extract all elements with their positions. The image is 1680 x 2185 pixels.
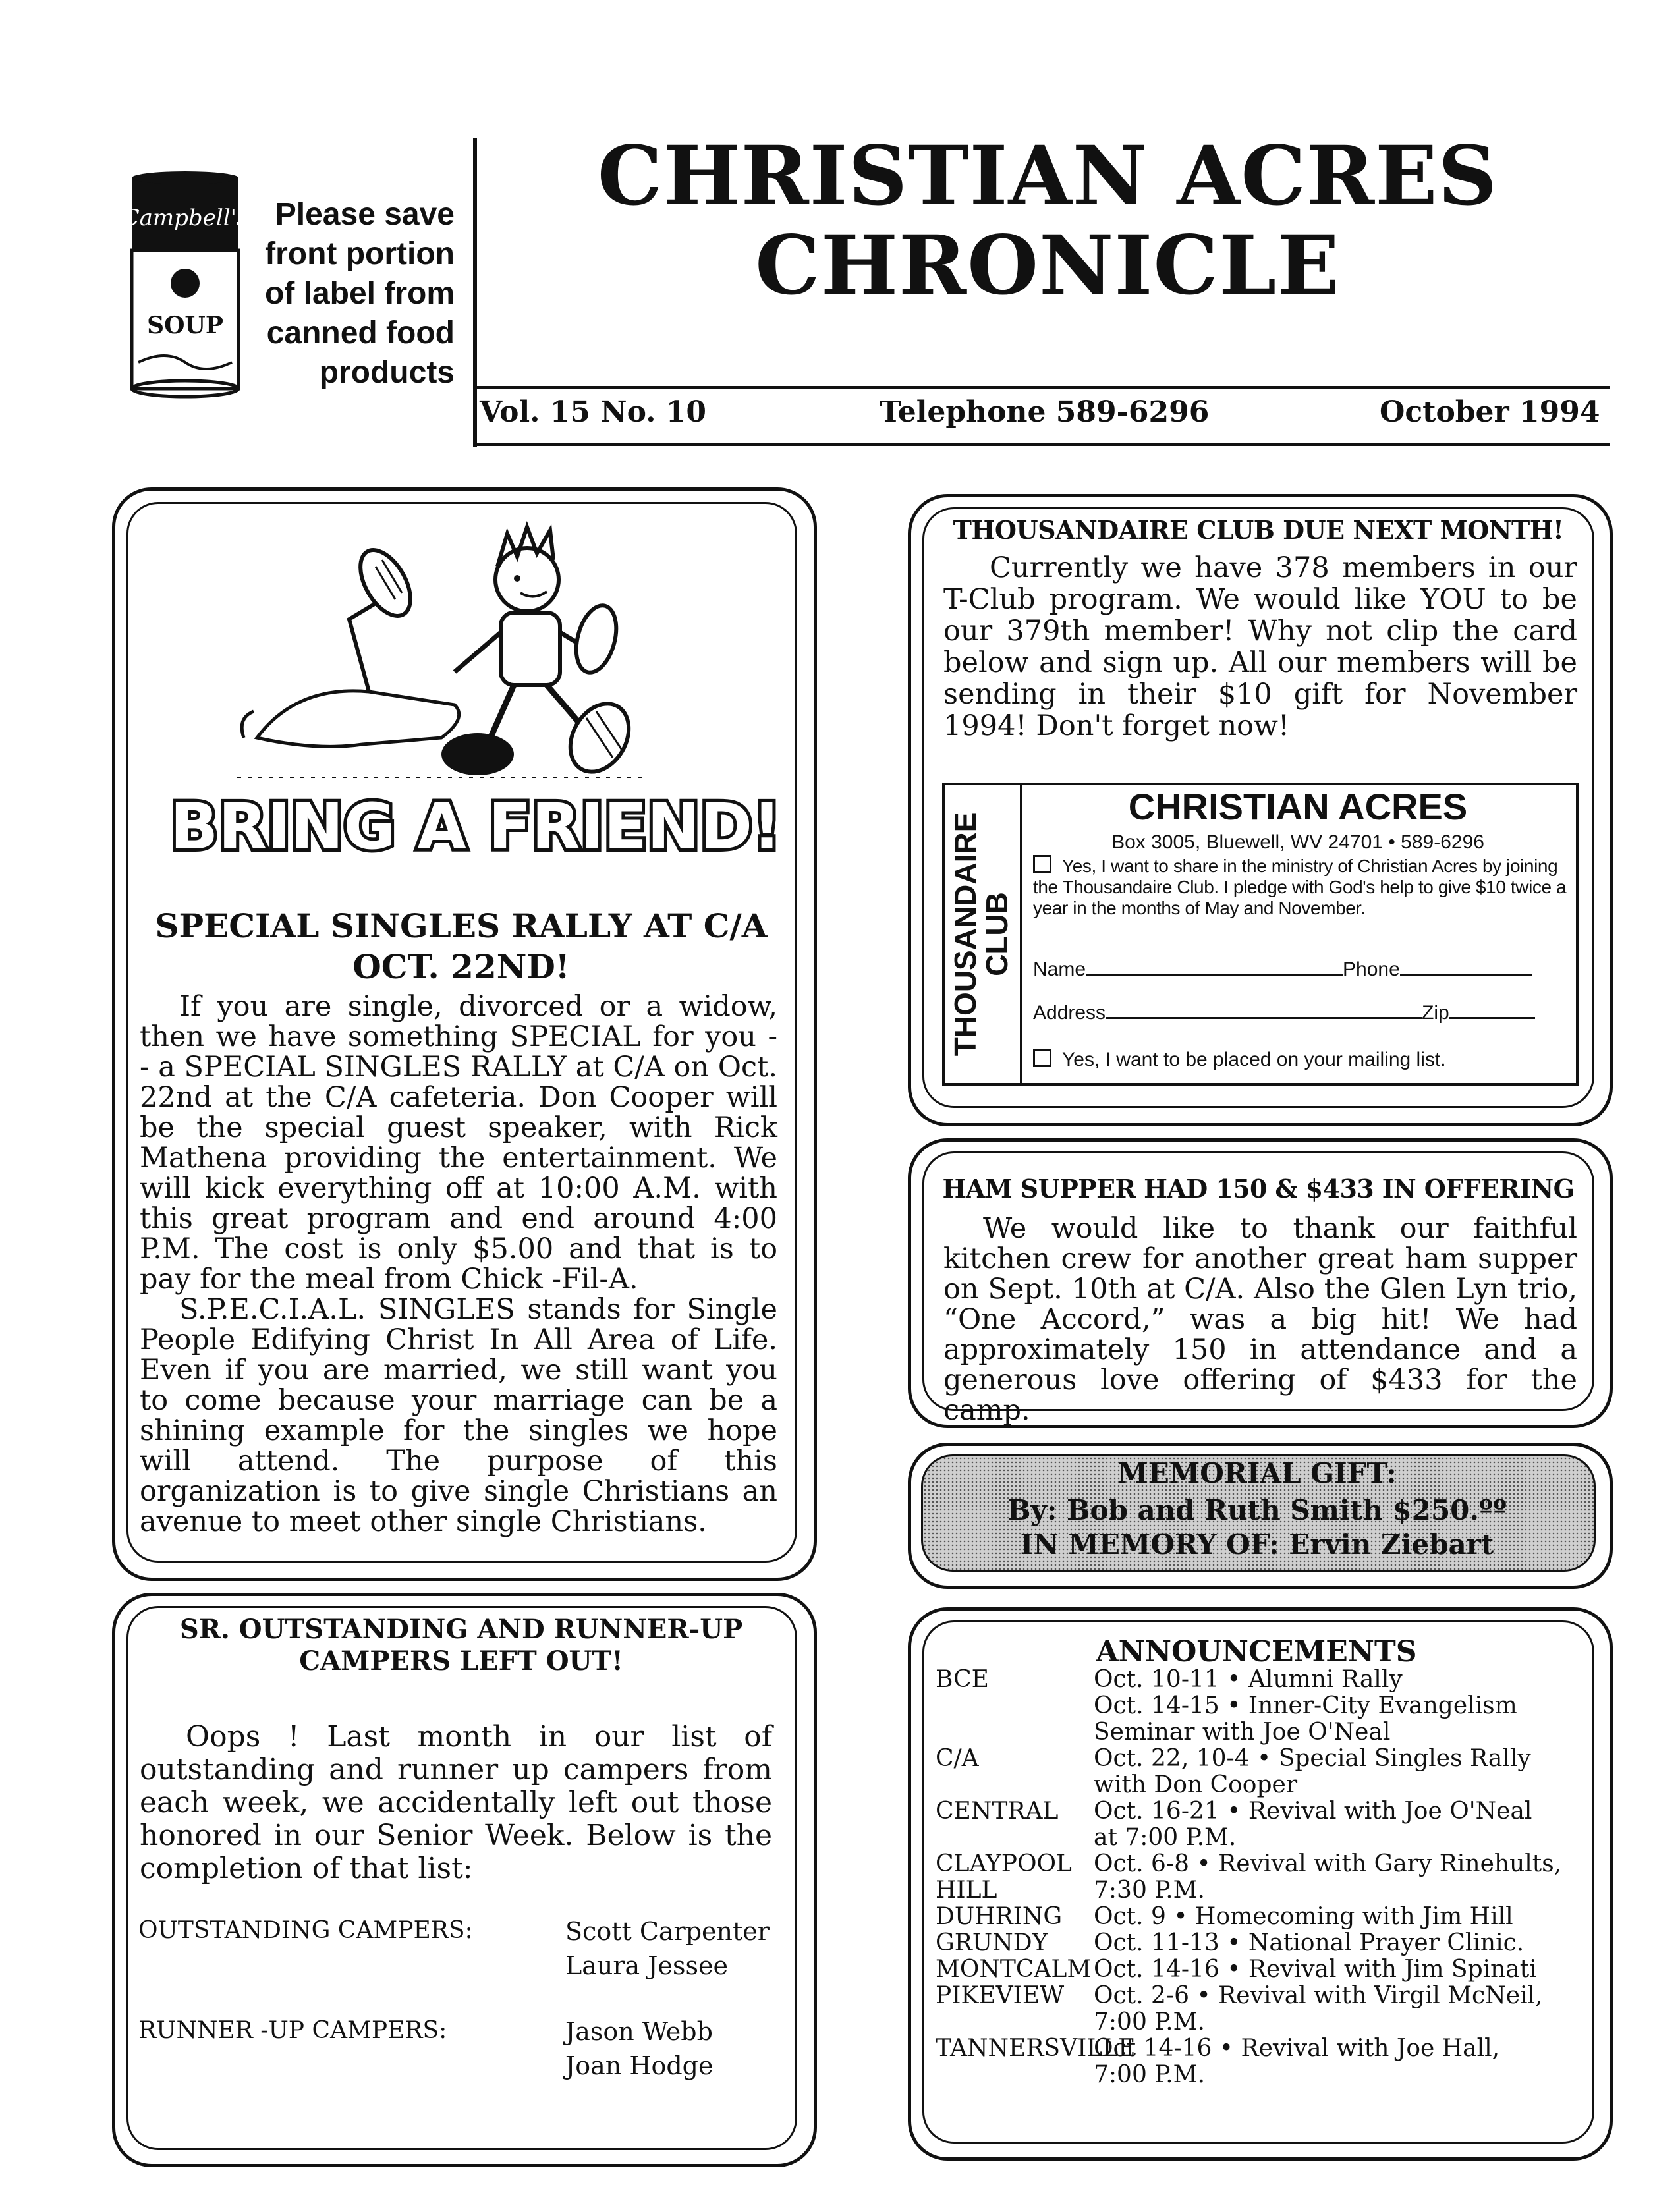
announcement-event: Oct. 14-15 • Inner-City Evangelism xyxy=(1094,1692,1517,1719)
announcement-event: 7:00 P.M. xyxy=(1094,2061,1205,2088)
memorial-donor: By: Bob and Ruth Smith $250.ºº xyxy=(1007,1494,1507,1526)
signup-card xyxy=(942,783,1579,1086)
outstanding-camper-1: Scott Carpenter xyxy=(565,1917,770,1946)
announcement-event: at 7:00 P.M. xyxy=(1094,1824,1237,1851)
phone-line[interactable] xyxy=(1400,956,1532,976)
announcement-event: Seminar with Joe O'Neal xyxy=(1094,1719,1391,1746)
announcement-church: PIKEVIEW xyxy=(936,1982,1065,2009)
runnerup-camper-2: Joan Hodge xyxy=(565,2051,714,2080)
campers-article: Oops ! Last month in our list of outstanding and runner up campers from each week, we accidentally left out those honored in our Senior Week. Below is the completion of that list: xyxy=(140,1720,772,1885)
announcement-event: Oct. 22, 10-4 • Special Singles Rally xyxy=(1094,1745,1531,1772)
announcement-event: with Don Cooper xyxy=(1094,1771,1298,1798)
soup-can-illustration xyxy=(126,165,244,402)
announcement-church: CENTRAL xyxy=(936,1798,1059,1825)
runnerup-camper-1: Jason Webb xyxy=(565,2017,713,2046)
memorial-heading: MEMORIAL GIFT: xyxy=(1117,1457,1397,1489)
singles-rally-article: If you are single, divorced or a widow, then we have something SPECIAL for you - - a SPECIAL SINGLES RALLY at C/A on Oct. 22nd at the C/A cafeteria. Don Cooper will be the special guest speaker, with Rick Mathena providing the entertainment. We will kick everything off at 10:00 A.M. with this great program and end around 4:00 P.M. The cost is only $5.00 and that is to pay for the meal from Chick -Fil-A. S.P.E.C.I.A.L. SINGLES stands for Single People Edifying Christ In All Area of Life. Even if you are married, we still want you to come because your marriage can be a shining example for the singles we hope will attend. The purpose of this organization is to give single Christians an avenue to meet other single Christians. xyxy=(140,990,778,1538)
announcement-church: GRUNDY xyxy=(936,1929,1048,1956)
announcement-event: Oct. 10-11 • Alumni Rally xyxy=(1094,1666,1403,1693)
runnerup-campers-label: RUNNER -UP CAMPERS: xyxy=(138,2017,447,2044)
masthead-rule-bottom xyxy=(473,443,1610,446)
ham-supper-article: We would like to thank our faithful kitchen crew for another great ham supper on Sept. 10th at C/A. Also the Glen Lyn trio, “One Accord,” was a big hit! We had approximately 150 in attendance and a generous love offering of $433 for the camp. xyxy=(943,1212,1577,1427)
thousandaire-club-article: Currently we have 378 members in our T-Club program. We would like YOU to be our 379th member! Why not clip the card below and sign up. All our members will be sending in their $10 gift for November 1994! Don't forget now! xyxy=(943,551,1577,742)
telephone-number: Telephone 589-6296 xyxy=(880,395,1210,429)
ham-supper-heading: HAM SUPPER HAD 150 & $433 IN OFFERING xyxy=(942,1174,1575,1203)
label-saving-note: Please save front portion of label from canned food products xyxy=(264,197,455,390)
name-phone-row: Name Phone xyxy=(1033,956,1560,981)
outstanding-camper-2: Laura Jessee xyxy=(565,1951,728,1980)
signup-card-side-label: THOUSANDAIRE CLUB xyxy=(948,812,1014,1057)
can-brand-text: Campbell's xyxy=(126,205,244,231)
signup-card-title: CHRISTIAN ACRES xyxy=(1128,786,1468,827)
announcement-event: 7:00 P.M. xyxy=(1094,2008,1205,2035)
announcement-church: C/A xyxy=(936,1745,979,1772)
mailing-list-row: Yes, I want to be placed on your mailing list. xyxy=(1033,1049,1560,1071)
bring-a-friend-text: BRING A FRIEND! xyxy=(173,790,779,863)
cartoon-illustration xyxy=(217,520,665,810)
announcement-event: Oct. 6-8 • Revival with Gary Rinehults, xyxy=(1094,1850,1562,1877)
issue-date: October 1994 xyxy=(1380,395,1600,429)
announcement-church: DUHRING xyxy=(936,1903,1063,1930)
announcement-event: Oct. 16-21 • Revival with Joe O'Neal xyxy=(1094,1798,1532,1825)
announcement-event: 7:30 P.M. xyxy=(1094,1877,1205,1904)
announcement-event: Oct. 2-6 • Revival with Virgil McNeil, xyxy=(1094,1982,1543,2009)
signup-card-divider xyxy=(1020,783,1022,1086)
bring-a-friend-banner xyxy=(173,790,779,863)
announcement-event: Oct. 14-16 • Revival with Jim Spinati xyxy=(1094,1956,1537,1983)
announcement-church: MONTCALM xyxy=(936,1956,1092,1983)
announcement-event: Oct 14-16 • Revival with Joe Hall, xyxy=(1094,2035,1500,2062)
signup-card-address: Box 3005, Bluewell, WV 24701 • 589-6296 xyxy=(1111,831,1484,853)
masthead-rule-top xyxy=(473,386,1610,389)
address-line[interactable] xyxy=(1106,1000,1422,1019)
pledge-checkbox[interactable] xyxy=(1033,855,1051,873)
announcement-event: Oct. 9 • Homecoming with Jim Hill xyxy=(1094,1903,1513,1930)
thousandaire-club-heading: THOUSANDAIRE CLUB DUE NEXT MONTH! xyxy=(953,515,1564,545)
announcement-event: Oct. 11-13 • National Prayer Clinic. xyxy=(1094,1929,1525,1956)
mailing-list-checkbox[interactable] xyxy=(1033,1049,1051,1067)
announcement-church: BCE xyxy=(936,1666,989,1693)
zip-line[interactable] xyxy=(1449,1000,1535,1019)
singles-rally-heading: SPECIAL SINGLES RALLY AT C/A OCT. 22ND! xyxy=(155,906,768,986)
outstanding-campers-label: OUTSTANDING CAMPERS: xyxy=(138,1917,473,1944)
volume-number: Vol. 15 No. 10 xyxy=(480,395,707,429)
announcement-church: CLAYPOOL xyxy=(936,1850,1072,1877)
newsletter-title: CHRISTIAN ACRES CHRONICLE xyxy=(597,128,1498,314)
signup-card-pledge: Yes, I want to share in the ministry of Christian Acres by joining the Thousandaire Club. I pledge with God's help to give $10 twice a year in the months of May and November. xyxy=(1033,856,1567,918)
can-soup-text: SOUP xyxy=(147,312,223,339)
name-line[interactable] xyxy=(1086,956,1343,976)
campers-heading: SR. OUTSTANDING AND RUNNER-UP CAMPERS LEFT OUT! xyxy=(179,1614,743,1676)
address-zip-row: Address Zip xyxy=(1033,1000,1560,1024)
memorial-honoree: IN MEMORY OF: Ervin Ziebart xyxy=(1020,1528,1494,1561)
announcements-heading: ANNOUNCEMENTS xyxy=(1096,1635,1417,1669)
masthead-divider xyxy=(473,138,477,447)
announcement-church: TANNERSVILLE xyxy=(936,2035,1136,2062)
announcement-church: HILL xyxy=(936,1877,997,1904)
